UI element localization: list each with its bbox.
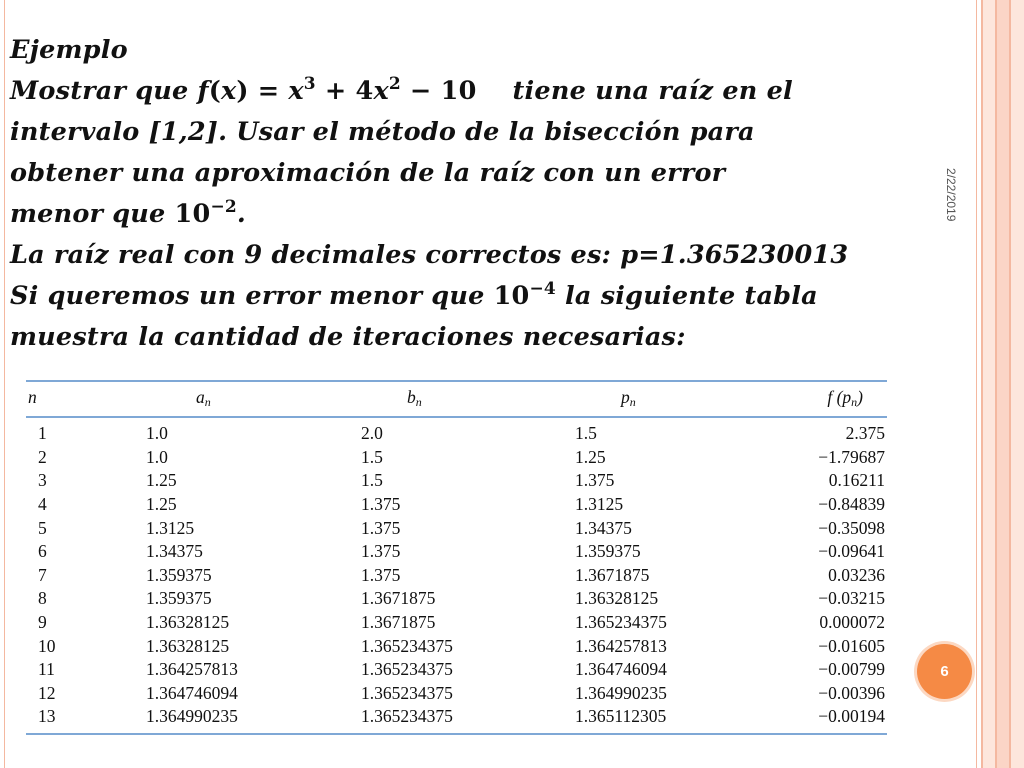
cell-bn: 1.375 — [361, 517, 401, 538]
cell-n: 4 — [38, 494, 47, 515]
table-header-row — [26, 382, 887, 412]
cell-fpn: −0.01605 — [818, 635, 885, 656]
cell-fpn: −0.03215 — [818, 588, 885, 609]
cell-n: 13 — [38, 706, 56, 727]
cell-n: 1 — [38, 423, 47, 444]
formula-t2: x — [373, 76, 389, 106]
cell-fpn: −0.35098 — [818, 517, 885, 538]
cell-pn: 1.36328125 — [575, 588, 659, 609]
cell-pn: 1.3671875 — [575, 564, 650, 585]
formula-plus: + — [315, 76, 356, 106]
cell-an: 1.36328125 — [146, 612, 230, 633]
cell-n: 2 — [38, 446, 47, 467]
table-row — [26, 634, 887, 658]
problem-line-7: muestra la cantidad de iteraciones necesarias: — [10, 322, 686, 352]
cell-fpn: −0.84839 — [818, 494, 885, 515]
formula-e1: 3 — [303, 74, 316, 94]
cell-an: 1.36328125 — [146, 635, 230, 656]
cell-an: 1.0 — [146, 446, 168, 467]
table-row — [26, 564, 887, 588]
table-row — [26, 658, 887, 682]
table-row — [26, 540, 887, 564]
header-bn: $b_n$ — [407, 386, 422, 409]
cell-n: 5 — [38, 517, 47, 538]
cell-bn: 2.0 — [361, 423, 383, 444]
formula: $f(x) = x^3 + 4x^2 - 10$ — [197, 74, 477, 106]
table-row — [26, 493, 887, 517]
cell-fpn: −0.00194 — [818, 706, 885, 727]
cell-bn: 1.365234375 — [361, 659, 453, 680]
cell-pn: 1.359375 — [575, 541, 641, 562]
cell-bn: 1.375 — [361, 494, 401, 515]
header-pn: $p_n$ — [621, 386, 636, 409]
cell-n: 11 — [38, 659, 55, 680]
line4-prefix: menor que — [10, 199, 175, 229]
formula-e2: 2 — [388, 74, 401, 94]
table-row — [26, 705, 887, 729]
heading: Ejemplo — [10, 35, 128, 65]
page-number-badge — [917, 644, 972, 699]
header-n: n — [28, 386, 37, 407]
cell-an: 1.359375 — [146, 588, 212, 609]
cell-pn: 1.3125 — [575, 494, 624, 515]
cell-fpn: 0.000072 — [819, 612, 885, 633]
cell-fpn: −0.00396 — [818, 682, 885, 703]
cell-n: 10 — [38, 635, 56, 656]
cell-bn: 1.375 — [361, 541, 401, 562]
cell-an: 1.364990235 — [146, 706, 238, 727]
header-an: $a_n$ — [196, 386, 211, 409]
cell-n: 12 — [38, 682, 56, 703]
err2-exp: −4 — [529, 279, 556, 299]
err2-base: 10 — [493, 281, 530, 311]
cell-pn: 1.364990235 — [575, 682, 667, 703]
cell-an: 1.25 — [146, 470, 177, 491]
cell-bn: 1.5 — [361, 470, 383, 491]
cell-an: 1.34375 — [146, 541, 203, 562]
cell-n: 7 — [38, 564, 47, 585]
problem-line-3: obtener una aproximación de la raíz con un error — [10, 158, 726, 188]
cell-pn: 1.364257813 — [575, 635, 667, 656]
left-border-line — [4, 0, 5, 768]
line6-suffix: la siguiente tabla — [555, 281, 818, 311]
problem-line-2: intervalo [1,2]. Usar el método de la bisección para — [10, 117, 755, 147]
table-row — [26, 446, 887, 470]
line6-prefix: Si queremos un error menor que — [10, 281, 494, 311]
formula-c3: 10 — [440, 76, 477, 106]
problem-line-6 — [10, 276, 985, 317]
cell-pn: 1.365234375 — [575, 612, 667, 633]
cell-pn: 1.375 — [575, 470, 615, 491]
problem-line-4 — [10, 194, 985, 235]
cell-fpn: 2.375 — [845, 423, 885, 444]
formula-t1: x — [288, 76, 304, 106]
cell-an: 1.364746094 — [146, 682, 238, 703]
cell-fpn: −0.00799 — [818, 659, 885, 680]
iteration-table — [26, 382, 887, 412]
err1-exp: −2 — [210, 197, 237, 217]
cell-pn: 1.365112305 — [575, 706, 667, 727]
line1-suffix: tiene una raíz en el — [512, 76, 793, 106]
cell-pn: 1.25 — [575, 446, 606, 467]
table-row — [26, 611, 887, 635]
cell-an: 1.0 — [146, 423, 168, 444]
cell-fpn: 0.16211 — [828, 470, 885, 491]
cell-an: 1.359375 — [146, 564, 212, 585]
problem-line-1 — [10, 71, 985, 112]
bisection-table — [26, 380, 887, 735]
cell-bn: 1.3671875 — [361, 612, 436, 633]
cell-n: 8 — [38, 588, 47, 609]
cell-bn: 1.375 — [361, 564, 401, 585]
cell-n: 6 — [38, 541, 47, 562]
cell-bn: 1.365234375 — [361, 682, 453, 703]
formula-c2: 4 — [355, 76, 374, 106]
cell-bn: 1.365234375 — [361, 706, 453, 727]
formula-minus: − — [400, 76, 441, 106]
cell-n: 9 — [38, 612, 47, 633]
table-row — [26, 516, 887, 540]
cell-pn: 1.364746094 — [575, 659, 667, 680]
slide-date: 2/22/2019 — [944, 168, 958, 222]
iteration-table-body — [26, 418, 887, 729]
err1-base: 10 — [174, 199, 211, 229]
cell-pn: 1.5 — [575, 423, 597, 444]
cell-fpn: 0.03236 — [828, 564, 885, 585]
cell-bn: 1.365234375 — [361, 635, 453, 656]
table-row — [26, 469, 887, 493]
problem-line-5: La raíz real con 9 decimales correctos es: p=1.365230013 — [10, 240, 849, 270]
line1-prefix: Mostrar que — [10, 76, 198, 106]
header-fpn: f $(p_n)$ — [827, 386, 863, 409]
formula-f: f — [197, 76, 209, 106]
cell-bn: 1.5 — [361, 446, 383, 467]
cell-pn: 1.34375 — [575, 517, 632, 538]
cell-an: 1.364257813 — [146, 659, 238, 680]
cell-n: 3 — [38, 470, 47, 491]
table-row — [26, 418, 887, 446]
cell-an: 1.25 — [146, 494, 177, 515]
line4-suffix: . — [236, 199, 246, 229]
table-row — [26, 682, 887, 706]
cell-fpn: −1.79687 — [818, 446, 885, 467]
formula-x: x — [220, 76, 237, 106]
cell-an: 1.3125 — [146, 517, 195, 538]
cell-fpn: −0.09641 — [818, 541, 885, 562]
cell-bn: 1.3671875 — [361, 588, 436, 609]
table-row — [26, 587, 887, 611]
formula-eq: = — [248, 76, 289, 106]
table-rule-bottom — [26, 733, 887, 735]
page-number: 6 — [940, 663, 949, 680]
slide-text — [10, 30, 985, 358]
